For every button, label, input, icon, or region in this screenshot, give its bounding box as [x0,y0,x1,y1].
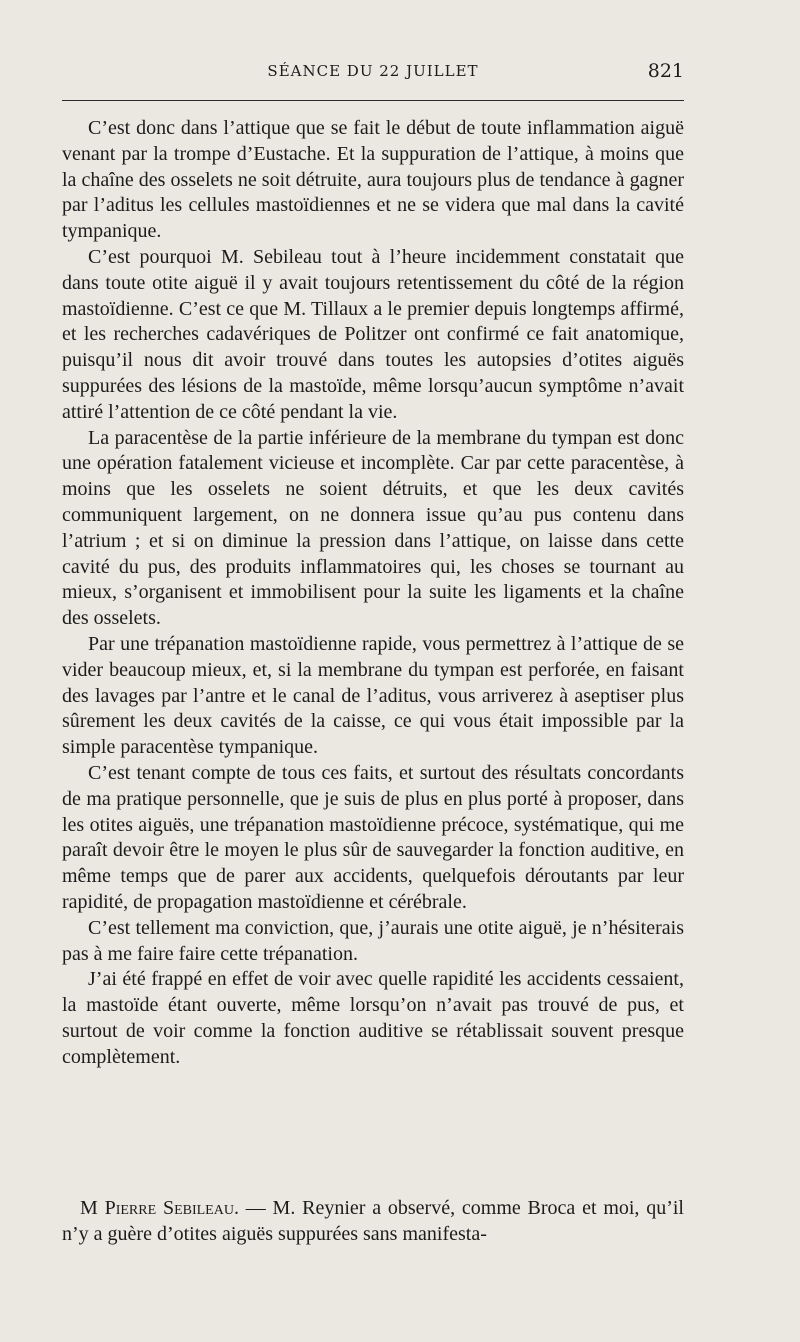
running-head-title: SÉANCE DU 22 JUILLET [267,62,479,80]
speaker-text: — M. Reynier a observé, comme Broca et moi, qu’il n’y a guère d’otites aiguës suppurées sans manifesta- [62,1197,684,1245]
paragraph: C’est tenant compte de tous ces faits, et surtout des résultats concordants de ma pratique personnelle, que je suis de plus en plus porté à proposer, dans les otites aiguës, une trépanation mastoïdienne précoce, systématique, qui me paraît devoir être le moyen le plus sûr de sauvegarder la fonction auditive, en même temps que de parer aux accidents, quelquefois déroutants par leur rapidité, de propagation mastoïdienne et cérébrale. [62,761,684,913]
header-rule [62,100,684,101]
speaker-prefix: M [80,1197,98,1219]
speaker-name: Pierre Sebileau. [104,1197,239,1219]
paragraph: Par une trépanation mastoïdienne rapide, vous permettrez à l’attique de se vider beaucoup mieux, et, si la membrane du tympan est perforée, en faisant des lavages par l’antre et le canal de l’aditus, vous arriverez à aseptiser plus sûrement les deux cavités de la caisse, ce qui vous était impossible par la simple paracentèse tympanique. [62,632,684,759]
paragraph: J’ai été frappé en effet de voir avec quelle rapidité les accidents cessaient, la mastoïde étant ouverte, même lorsqu’on n’avait pas trouvé de pus, et surtout de voir comme la fonction auditive se rétablissait souvent presque complètement. [62,968,684,1068]
paragraph: C’est pourquoi M. Sebileau tout à l’heure incidemment constatait que dans toute otite aiguë il y avait toujours retentissement du côté de la région mastoïdienne. C’est ce que M. Tillaux a le premier depuis longtemps affirmé, et les recherches cadavériques de Politzer ont confirmé ce fait anatomique, puisqu’il nous dit avoir trouvé dans toutes les autopsies d’otites aiguës suppurées des lésions de la mastoïde, même lorsqu’aucun symptôme n’avait attiré l’attention de ce côté pendant la vie. [62,245,684,423]
page-number: 821 [647,60,684,82]
main-text [62,116,684,1070]
paragraph: La paracentèse de la partie inférieure de la membrane du tympan est donc une opération fatalement vicieuse et incomplète. Car par cette paracentèse, à moins que les osselets ne soient détruits, et que les deux cavités communiquent largement, on ne donnera issue qu’au pus contenu dans l’atrium ; et si on diminue la pression dans l’attique, on laisse dans cette cavité du pus, des produits inflammatoires qui, les choses se tournant au mieux, s’organisent et immobilisent pour la suite les ligaments et la chaîne des osselets. [62,426,684,630]
paragraph: C’est tellement ma conviction, que, j’aurais une otite aiguë, je n’hésiterais pas à me faire faire cette trépanation. [62,916,684,965]
speaker-paragraph [62,1196,684,1248]
speaker-intervention [62,1196,684,1248]
running-head [62,62,684,86]
paragraph: C’est donc dans l’attique que se fait le début de toute inflammation aiguë venant par la trompe d’Eustache. Et la suppuration de l’attique, à moins que la chaîne des osselets ne soit détruite, aura toujours plus de tendance à gagner par l’aditus les cellules mastoïdiennes et ne se videra que mal dans la cavité tympanique. [62,117,684,243]
